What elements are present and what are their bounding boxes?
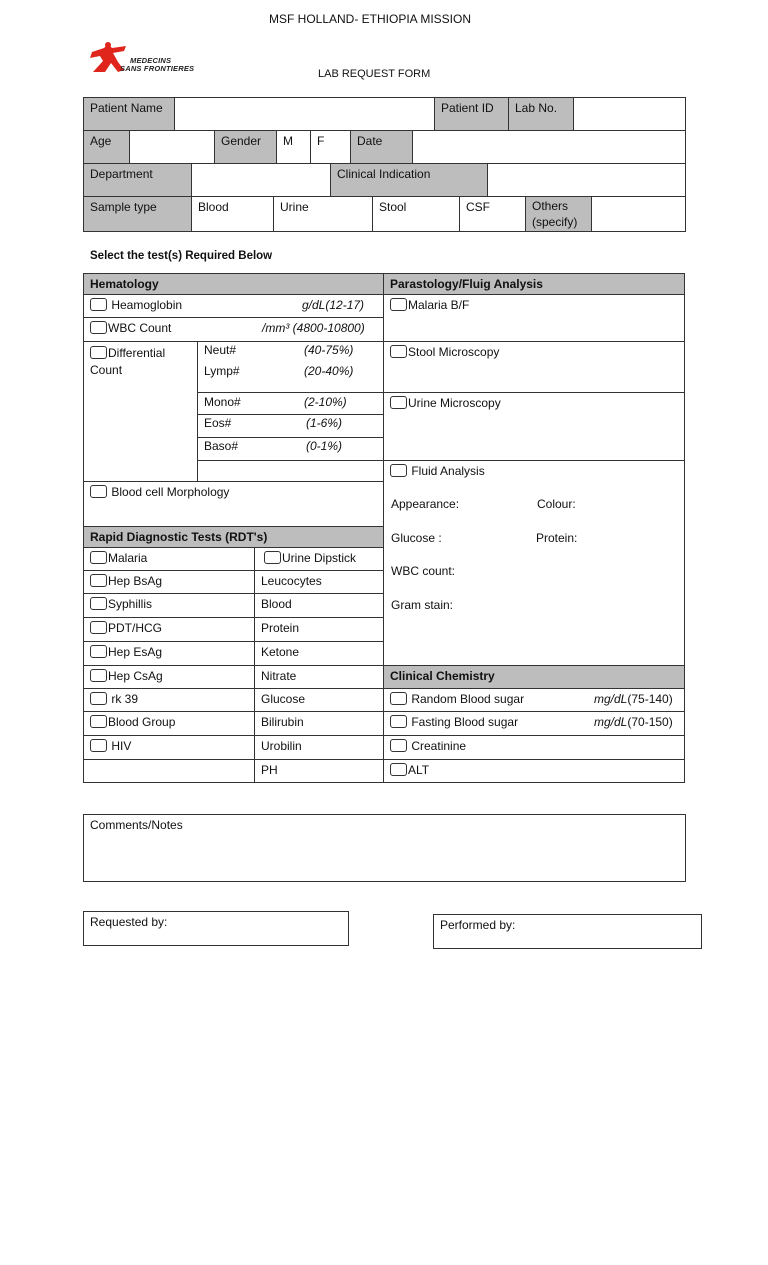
gender-female[interactable]: F: [310, 130, 351, 164]
logo-text: [120, 57, 194, 73]
rdt-hep-bsag: [83, 570, 255, 594]
sample-urine[interactable]: Urine: [273, 196, 373, 232]
clinical-indication-input[interactable]: [487, 163, 686, 197]
hemoglobin-checkbox[interactable]: [90, 298, 107, 311]
appearance-label: Appearance:: [391, 497, 460, 511]
dipstick-ketone: Ketone: [254, 641, 384, 666]
lab-no-label-cell: Lab No.: [508, 97, 574, 131]
creatinine-row: [383, 735, 685, 760]
fluid-analysis-label: Fluid Analysis: [411, 464, 485, 478]
org-title: MSF HOLLAND- ETHIOPIA MISSION: [268, 12, 472, 26]
creatinine-label: Creatinine: [411, 739, 467, 753]
form-title: LAB REQUEST FORM: [318, 68, 431, 80]
urine-dipstick-checkbox[interactable]: [264, 551, 281, 564]
rdt-hiv-checkbox[interactable]: [90, 739, 107, 752]
colour-label: Colour:: [537, 497, 576, 511]
lymp-label: Lymp#: [204, 364, 240, 378]
rdt-malaria-label: Malaria: [108, 551, 148, 565]
clinical-indication-label: Clinical Indication: [330, 163, 488, 197]
rdt-hep-csag-checkbox[interactable]: [90, 669, 107, 682]
department-label: Department: [83, 163, 192, 197]
baso-label: Baso#: [204, 439, 239, 453]
diff-row-eos: [197, 414, 384, 438]
rbs-unit: mg/dL: [594, 692, 628, 706]
hemoglobin-row: [83, 294, 384, 318]
dipstick-bilirubin: Bilirubin: [254, 711, 384, 736]
age-input[interactable]: [129, 130, 215, 164]
parasitology-header: Parastology/Fluig Analysis: [383, 273, 685, 295]
eos-range: (1-6%): [306, 416, 343, 430]
rdt-blood-group: [83, 711, 255, 736]
dipstick-ph: PH: [254, 759, 384, 783]
dipstick-nitrate: Nitrate: [254, 665, 384, 689]
sample-csf[interactable]: CSF: [459, 196, 526, 232]
alt-checkbox[interactable]: [390, 763, 407, 776]
select-tests-label: Select the test(s) Required Below: [90, 250, 273, 262]
diff-row-neut-lymp: [197, 341, 384, 393]
wbc-range: /mm³ (4800-10800): [262, 321, 365, 335]
gender-label: Gender: [214, 130, 277, 164]
wbc-row: [83, 317, 384, 342]
sample-others-input[interactable]: [591, 196, 686, 232]
rdt-rk39-label: rk 39: [111, 692, 139, 706]
fluid-analysis-box: [383, 460, 685, 666]
wbc-checkbox[interactable]: [90, 321, 107, 334]
comments-box[interactable]: Comments/Notes: [83, 814, 686, 882]
fbs-row: [383, 711, 685, 736]
rdt-blood-group-label: Blood Group: [108, 715, 176, 729]
patient-name-input[interactable]: [174, 97, 435, 131]
requested-by-box[interactable]: Requested by:: [83, 911, 349, 946]
rdt-malaria-checkbox[interactable]: [90, 551, 107, 564]
rdt-pdt-hcg-checkbox[interactable]: [90, 621, 107, 634]
rdt-hep-esag-checkbox[interactable]: [90, 645, 107, 658]
differential-checkbox[interactable]: [90, 346, 107, 359]
others-line-2: (specify): [532, 215, 578, 229]
rbs-row: [383, 688, 685, 712]
rdt-pdt-hcg-label: PDT/HCG: [108, 621, 162, 635]
others-line-1: Others: [532, 199, 569, 213]
hemoglobin-range: g/dL(12-17): [302, 298, 365, 312]
date-label: Date: [350, 130, 413, 164]
department-input[interactable]: [191, 163, 331, 197]
rdt-hep-esag-label: Hep EsAg: [108, 645, 163, 659]
rdt-malaria: [83, 547, 255, 571]
sample-blood[interactable]: Blood: [191, 196, 274, 232]
differential-label-2: Count: [90, 363, 123, 377]
malaria-bf-row: [383, 294, 685, 342]
creatinine-checkbox[interactable]: [390, 739, 407, 752]
rdt-hiv-label: HIV: [111, 739, 132, 753]
rdt-syphilis: [83, 593, 255, 618]
rdt-blood-group-checkbox[interactable]: [90, 715, 107, 728]
mono-range: (2-10%): [304, 395, 347, 409]
age-label: Age: [83, 130, 130, 164]
fluid-wbc-label: WBC count:: [391, 564, 456, 578]
fbs-range: (70-150): [627, 715, 673, 729]
sample-stool[interactable]: Stool: [372, 196, 460, 232]
rdt-hep-esag: [83, 641, 255, 666]
stool-microscopy-label: Stool Microscopy: [408, 345, 500, 359]
rdt-pdt-hcg: [83, 617, 255, 642]
date-input[interactable]: [412, 130, 686, 164]
morphology-row: [83, 481, 384, 527]
fluid-analysis-checkbox[interactable]: [390, 464, 407, 477]
rdt-hep-bsag-label: Hep BsAg: [108, 574, 163, 588]
fbs-label: Fasting Blood sugar: [411, 715, 519, 729]
rdt-hep-csag: [83, 665, 255, 689]
diff-row-baso: [197, 437, 384, 461]
rbs-range: (75-140): [627, 692, 673, 706]
alt-row: [383, 759, 685, 783]
logo-line-1: MEDECINS: [130, 56, 172, 65]
performed-by-box[interactable]: Performed by:: [433, 914, 702, 949]
rdt-rk39-checkbox[interactable]: [90, 692, 107, 705]
dipstick-protein: Protein: [254, 617, 384, 642]
lymp-range: (20-40%): [304, 364, 354, 378]
neut-label: Neut#: [204, 343, 237, 357]
differential-label: Differential: [108, 346, 166, 360]
differential-count-cell: [83, 341, 198, 482]
hematology-header: Hematology: [83, 273, 384, 295]
rdt-syphilis-checkbox[interactable]: [90, 597, 107, 610]
rdt-hep-csag-label: Hep CsAg: [108, 669, 163, 683]
urine-dipstick: [254, 547, 384, 571]
msf-logo: [88, 42, 206, 82]
rdt-header: Rapid Diagnostic Tests (RDT's): [83, 526, 384, 548]
gender-male[interactable]: M: [276, 130, 311, 164]
diff-row-blank: [197, 460, 384, 482]
diff-row-mono: [197, 392, 384, 415]
rbs-checkbox[interactable]: [390, 692, 407, 705]
fbs-checkbox[interactable]: [390, 715, 407, 728]
morphology-checkbox[interactable]: [90, 485, 107, 498]
urine-microscopy-label: Urine Microscopy: [408, 396, 501, 410]
logo-line-2: SANS FRONTIERES: [120, 64, 195, 73]
morphology-label: Blood cell Morphology: [111, 485, 230, 499]
malaria-bf-checkbox[interactable]: [390, 298, 407, 311]
malaria-bf-label: Malaria B/F: [408, 298, 470, 312]
chemistry-header: Clinical Chemistry: [383, 665, 685, 689]
dipstick-leucocytes: Leucocytes: [254, 570, 384, 594]
rdt-hep-bsag-checkbox[interactable]: [90, 574, 107, 587]
rdt-blank: [83, 759, 255, 783]
urine-microscopy-row: [383, 392, 685, 461]
fluid-glucose-label: Glucose :: [391, 531, 442, 545]
wbc-label: WBC Count: [108, 321, 172, 335]
neut-range: (40-75%): [304, 343, 354, 357]
urine-microscopy-checkbox[interactable]: [390, 396, 407, 409]
stool-microscopy-row: [383, 341, 685, 393]
sample-others-label: [525, 196, 592, 232]
alt-label: ALT: [408, 763, 430, 777]
hemoglobin-label: Heamoglobin: [111, 298, 183, 312]
patient-name-label-cell: Patient Name: [83, 97, 175, 131]
patient-id-label-cell: Patient ID: [434, 97, 509, 131]
lab-no-input[interactable]: [573, 97, 686, 131]
sample-type-label: Sample type: [83, 196, 192, 232]
fluid-protein-label: Protein:: [536, 531, 578, 545]
dipstick-urobilin: Urobilin: [254, 735, 384, 760]
baso-range: (0-1%): [306, 439, 343, 453]
eos-label: Eos#: [204, 416, 232, 430]
rdt-rk39: [83, 688, 255, 712]
rdt-syphilis-label: Syphillis: [108, 597, 153, 611]
dipstick-blood: Blood: [254, 593, 384, 618]
urine-dipstick-label: Urine Dipstick: [282, 551, 357, 565]
gram-stain-label: Gram stain:: [391, 598, 454, 612]
dipstick-glucose: Glucose: [254, 688, 384, 712]
rdt-hiv: [83, 735, 255, 760]
rbs-label: Random Blood sugar: [411, 692, 525, 706]
fbs-unit: mg/dL: [594, 715, 628, 729]
stool-microscopy-checkbox[interactable]: [390, 345, 407, 358]
mono-label: Mono#: [204, 395, 241, 409]
